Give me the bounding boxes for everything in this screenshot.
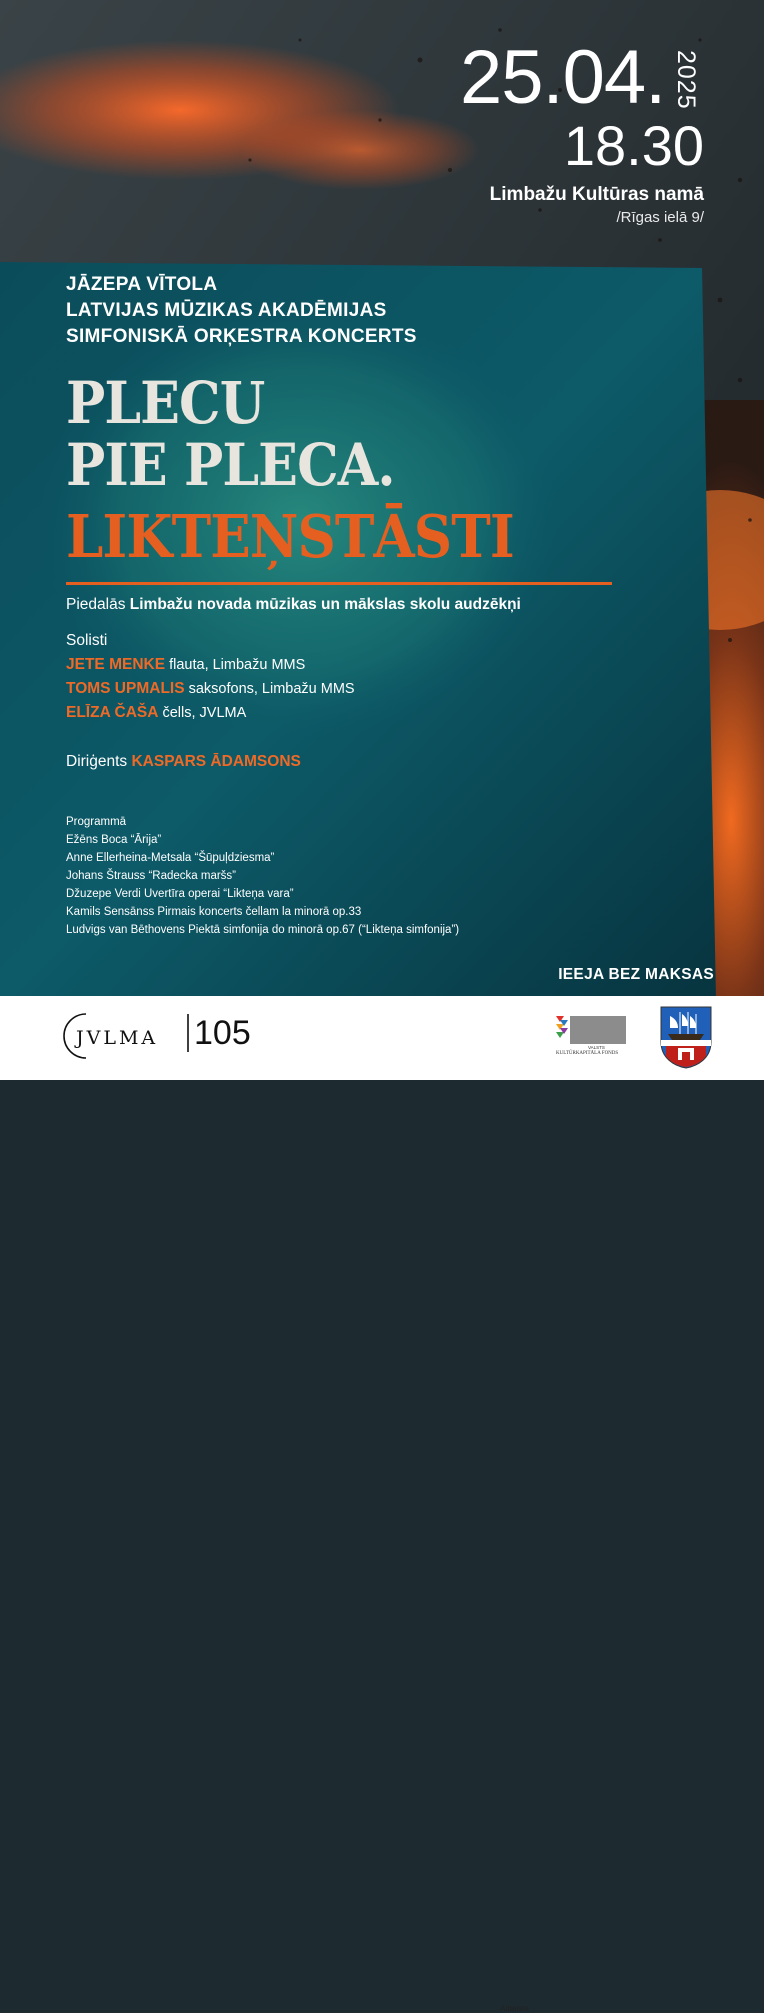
organizer-line-2: LATVIJAS MŪZIKAS AKADĒMIJAS [66,300,387,321]
jvlma-logo-text: JVLMA [76,1027,159,1049]
event-address: /Rīgas ielā 9/ [616,209,704,226]
soloist-name: ELĪZA ČAŠA [66,704,159,721]
vkkf-logo-line2: KULTŪRKAPITĀLA FONDS [556,1051,619,1056]
free-entry-notice: IEEJA BEZ MAKSAS [558,966,714,983]
vkkf-logo-line1: VALSTS [588,1045,605,1050]
event-venue: Limbažu Kultūras namā [489,184,704,205]
event-date: 25.04. [460,35,666,120]
participants-names: Limbažu novada mūzikas un mākslas skolu audzēkņi [129,596,521,613]
support-label: Atbalsta [500,2004,529,2013]
programme-label: Programmā [66,816,127,828]
soloist-detail: flauta, Limbažu MMS [169,657,306,673]
soloist-detail: čells, JVLMA [162,705,247,721]
participants-line [66,596,521,614]
vkkf-logo [554,1010,630,1056]
soloist-name: JETE MENKE [66,656,166,673]
organizer-heading [66,272,417,350]
programme-item: Kamils Sensānss Pirmais koncerts čellam la minorā op.33 [66,906,362,918]
programme-item: Džuzepe Verdi Uvertīra operai “Likteņa vara” [66,888,294,900]
soloist-item [66,704,246,722]
soloist-item [66,680,355,698]
organizer-line-1: JĀZEPA VĪTOLA [66,274,218,295]
title-line-2: PIE PLECA. [66,431,395,499]
programme-item: Ludvigs van Bēthovens Piektā simfonija do minorā op.67 (“Likteņa simfonija”) [66,924,460,936]
concert-title-light [66,369,395,499]
soloists-label: Solisti [66,632,108,649]
conductor-line [66,753,301,771]
title-line-1: PLECU [66,369,265,437]
jvlma-logo [62,1008,262,1064]
event-year: 2025 [672,50,700,110]
soloist-name: TOMS UPMALIS [66,680,185,697]
event-time: 18.30 [563,114,704,177]
sponsor-footer [0,996,764,2013]
soloist-detail: saksofons, Limbažu MMS [188,681,355,697]
participants-prefix: Piedalās [66,596,126,613]
organizer-line-3: SIMFONISKĀ ORĶESTRA KONCERTS [66,326,417,347]
programme-item: Johans Štrauss “Radecka maršs” [66,870,237,882]
jvlma-logo-number: 105 [194,1014,251,1052]
conductor-label: Diriģents [66,753,128,770]
conductor-name: KASPARS ĀDAMSONS [131,753,301,770]
title-divider [66,582,612,585]
soloist-item [66,656,305,674]
programme-list [66,813,459,939]
programme-item: Anne Ellerheina-Metsala “Šūpuļdziesma” [66,852,275,864]
title-line-3: LIKTEŅSTĀSTI [66,502,514,571]
programme-item: Ežēns Boca “Ārija” [66,834,162,846]
limbazi-coat-of-arms-icon [658,1004,714,1070]
